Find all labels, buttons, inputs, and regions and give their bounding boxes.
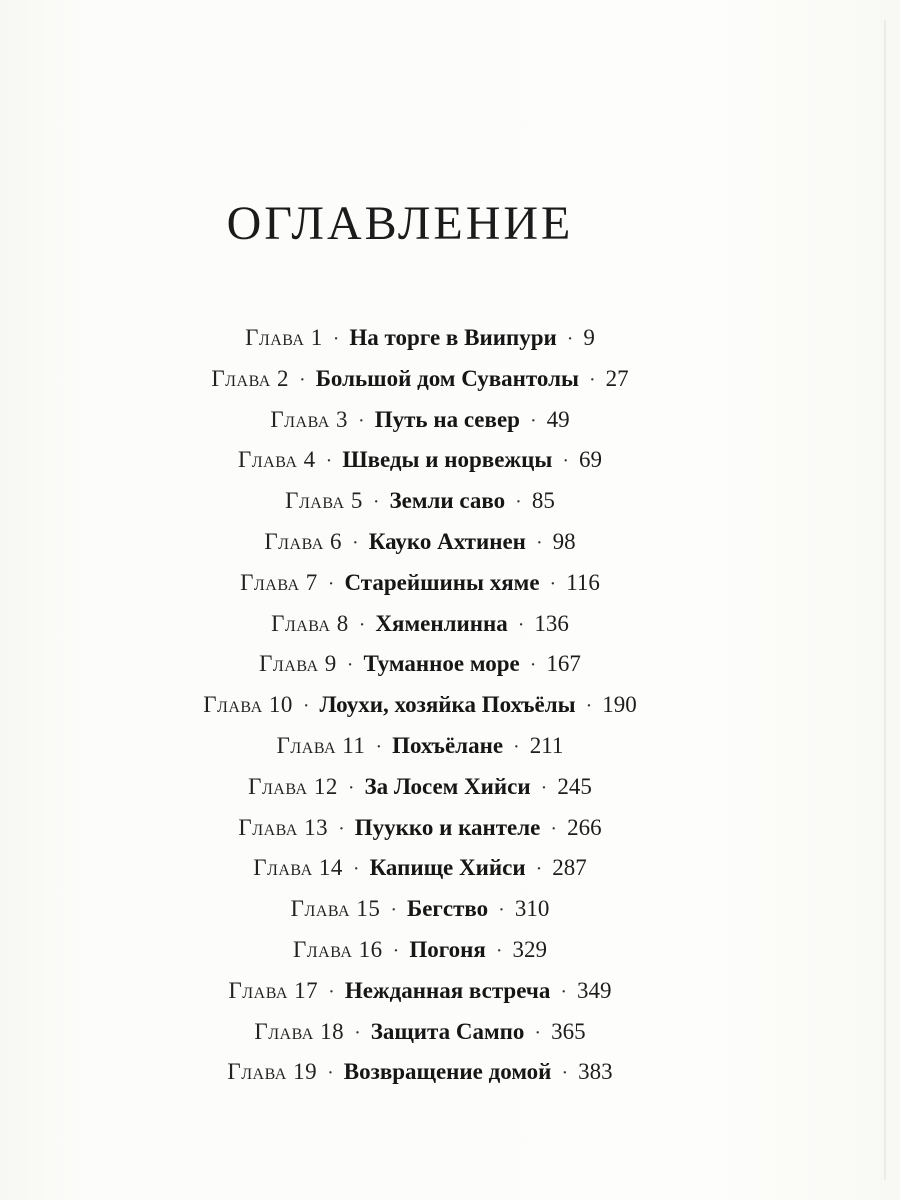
chapter-title: Старейшины хяме <box>344 569 540 595</box>
chapter-title: Пуукко и кантеле <box>354 814 541 840</box>
page-number: 167 <box>546 651 581 677</box>
toc-entry <box>0 889 840 930</box>
chapter-label: Глава 10 <box>203 692 293 718</box>
separator-dot: · <box>390 899 398 922</box>
page-number: 383 <box>578 1059 613 1085</box>
chapter-title: Земли саво <box>389 488 506 514</box>
chapter-label: Глава 5 <box>285 488 363 514</box>
separator-dot: · <box>540 776 548 799</box>
chapter-title: Бегство <box>407 896 489 922</box>
page-number: 310 <box>514 896 550 922</box>
toc-entry <box>0 767 840 808</box>
chapter-label: Глава 12 <box>248 773 338 799</box>
chapter-label: Глава 14 <box>253 855 343 881</box>
separator-dot: · <box>299 368 306 391</box>
page-edge <box>884 20 886 1180</box>
toc-entry <box>0 563 840 604</box>
chapter-label: Глава 7 <box>240 569 318 595</box>
page-number: 98 <box>552 528 576 554</box>
separator-dot: · <box>352 858 360 881</box>
toc-entry <box>0 808 840 849</box>
page-number: 349 <box>577 977 612 1003</box>
page-number: 69 <box>579 447 602 473</box>
chapter-label: Глава 3 <box>270 406 349 432</box>
separator-dot: · <box>358 409 365 432</box>
separator-dot: · <box>550 817 558 840</box>
page-number: 211 <box>529 732 564 758</box>
separator-dot: · <box>332 328 340 350</box>
page-number: 27 <box>605 365 629 391</box>
separator-dot: · <box>327 1062 334 1085</box>
toc-entry <box>0 726 840 767</box>
toc-entry <box>0 318 840 359</box>
chapter-label: Глава 19 <box>227 1059 318 1085</box>
chapter-label: Глава 9 <box>259 651 337 677</box>
separator-dot: · <box>566 328 574 350</box>
separator-dot: · <box>549 572 557 595</box>
separator-dot: · <box>562 450 569 473</box>
separator-dot: · <box>375 735 383 758</box>
separator-dot: · <box>328 980 335 1003</box>
table-of-contents <box>0 318 840 1093</box>
toc-entry <box>0 685 840 726</box>
chapter-title: Кауко Ахтинен <box>368 528 526 554</box>
chapter-label: Глава 8 <box>271 610 349 636</box>
chapter-title: Большой дом Сувантолы <box>315 365 579 391</box>
chapter-label: Глава 6 <box>264 528 343 554</box>
toc-entry <box>0 1012 840 1053</box>
chapter-label: Глава 1 <box>245 325 323 350</box>
separator-dot: · <box>588 368 596 391</box>
separator-dot: · <box>327 572 335 595</box>
chapter-label: Глава 4 <box>237 447 316 473</box>
separator-dot: · <box>358 613 366 636</box>
separator-dot: · <box>535 858 543 881</box>
page-title: ОГЛАВЛЕНИЕ <box>226 197 574 250</box>
toc-entry <box>0 481 840 522</box>
separator-dot: · <box>392 939 400 962</box>
page-number: 287 <box>552 855 587 881</box>
chapter-label: Глава 17 <box>228 977 319 1003</box>
chapter-title: Возвращение домой <box>343 1059 552 1085</box>
separator-dot: · <box>535 531 543 554</box>
toc-entry <box>0 848 840 889</box>
page-number: 245 <box>557 773 592 799</box>
separator-dot: · <box>302 695 310 718</box>
toc-entry <box>0 359 840 400</box>
page-number: 329 <box>512 936 547 962</box>
toc-entry <box>0 440 840 481</box>
page-number: 116 <box>566 569 600 595</box>
chapter-title: Капище Хийси <box>369 855 526 881</box>
chapter-label: Глава 2 <box>211 365 290 391</box>
chapter-title: Защита Сампо <box>370 1018 525 1044</box>
chapter-title: Шведы и норвежцы <box>342 447 553 473</box>
chapter-label: Глава 15 <box>290 896 381 922</box>
chapter-title: Лоухи, хозяйка Похъёлы <box>319 692 576 718</box>
page-number: 136 <box>534 610 569 636</box>
page-number: 49 <box>546 406 570 432</box>
page-number: 9 <box>583 325 595 350</box>
page-number: 85 <box>531 488 555 514</box>
chapter-label: Глава 13 <box>238 814 329 840</box>
separator-dot: · <box>515 491 522 514</box>
separator-dot: · <box>325 450 333 473</box>
chapter-title: На торге в Виипури <box>349 325 557 350</box>
chapter-title: Похъёлане <box>392 732 504 758</box>
toc-entry <box>0 644 840 685</box>
separator-dot: · <box>529 654 537 677</box>
chapter-title: Погоня <box>409 936 486 962</box>
separator-dot: · <box>354 1021 361 1044</box>
separator-dot: · <box>561 1062 569 1085</box>
toc-entry <box>0 971 840 1012</box>
chapter-label: Глава 11 <box>276 732 366 758</box>
toc-entry <box>0 400 840 441</box>
separator-dot: · <box>338 817 345 840</box>
separator-dot: · <box>372 491 380 514</box>
separator-dot: · <box>346 654 354 677</box>
chapter-title: За Лосем Хийси <box>364 773 531 799</box>
separator-dot: · <box>517 613 525 636</box>
separator-dot: · <box>529 409 537 432</box>
separator-dot: · <box>534 1021 542 1044</box>
chapter-title: Хяменлинна <box>375 610 508 636</box>
page-number: 190 <box>602 692 637 718</box>
separator-dot: · <box>352 531 359 554</box>
separator-dot: · <box>585 695 593 718</box>
separator-dot: · <box>498 899 505 922</box>
toc-entry <box>0 522 840 563</box>
toc-entry <box>0 1052 840 1093</box>
chapter-label: Глава 18 <box>254 1018 345 1044</box>
chapter-title: Нежданная встреча <box>344 977 551 1003</box>
chapter-title: Туманное море <box>363 651 520 677</box>
separator-dot: · <box>560 980 567 1003</box>
page-number: 266 <box>567 814 602 840</box>
page-number: 365 <box>551 1018 586 1044</box>
toc-entry <box>0 930 840 971</box>
chapter-label: Глава 16 <box>293 936 383 962</box>
chapter-title: Путь на север <box>374 406 520 432</box>
separator-dot: · <box>347 776 355 799</box>
separator-dot: · <box>495 939 503 962</box>
toc-entry <box>0 604 840 645</box>
separator-dot: · <box>513 735 520 758</box>
